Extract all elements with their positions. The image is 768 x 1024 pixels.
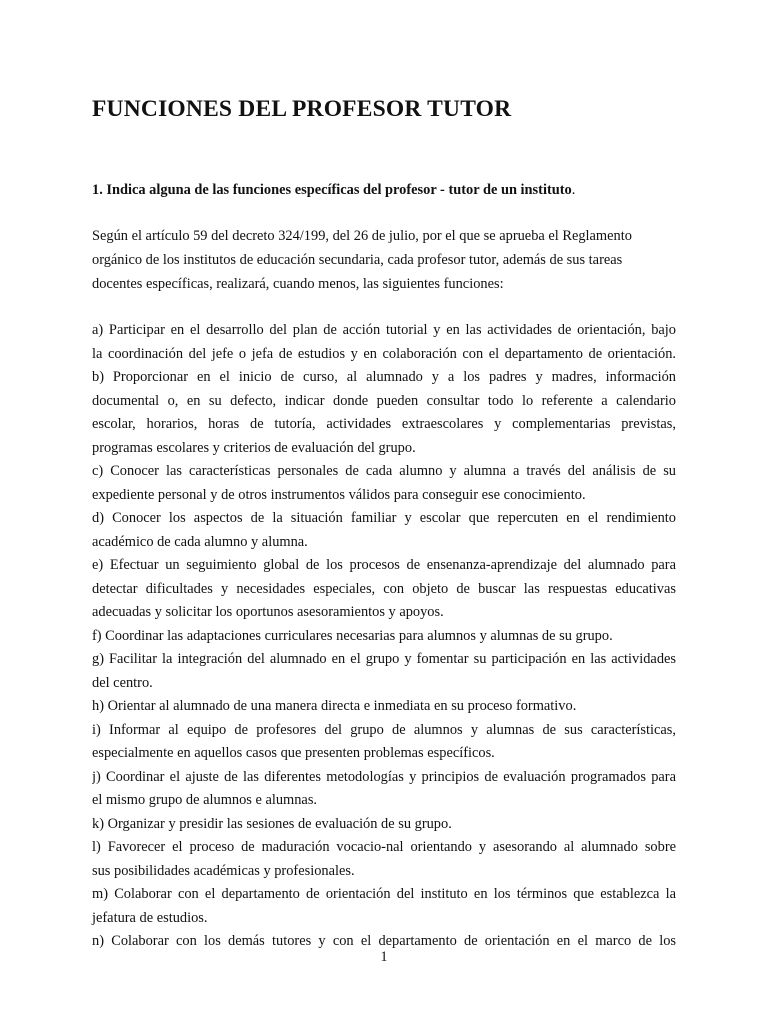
list-item-line: d) Conocer los aspectos de la situación familiar y escolar que repercuten en el rendimiento	[92, 510, 676, 526]
list-item-line: g) Facilitar la integración del alumnado en el grupo y fomentar su participación en las actividades	[92, 651, 676, 667]
list-item-line: l) Favorecer el proceso de maduración vocacio-nal orientando y asesorando al alumnado sobre	[92, 839, 676, 855]
list-item-line: m) Colaborar con el departamento de orientación del instituto en los términos que establezca la	[92, 886, 676, 902]
list-item-line: del centro.	[92, 674, 153, 691]
list-item-line: f) Coordinar las adaptaciones curriculares necesarias para alumnos y alumnas de su grupo.	[92, 627, 613, 644]
functions-list	[92, 319, 676, 954]
list-item-line: h) Orientar al alumnado de una manera directa e inmediata en su proceso formativo.	[92, 698, 577, 714]
page-number: 1	[380, 949, 388, 965]
intro-paragraph	[92, 224, 676, 296]
list-item-line: c) Conocer las características personales de cada alumno y alumna a través del análisis de su	[92, 463, 676, 479]
list-item-line: documental o, en su defecto, indicar donde pueden consultar todo lo referente a calendario	[92, 392, 676, 409]
list-item-line: adecuadas y solicitar los oportunos asesoramientos y apoyos.	[92, 604, 444, 620]
question-text: 1. Indica alguna de las funciones específicas del profesor - tutor de un instituto	[92, 182, 572, 198]
list-item-line: el mismo grupo de alumnos e alumnas.	[92, 792, 318, 808]
list-item-line: jefatura de estudios.	[92, 909, 208, 926]
list-item-line: i) Informar al equipo de profesores del grupo de alumnos y alumnas de sus características,	[92, 721, 676, 738]
intro-line: docentes específicas, realizará, cuando menos, las siguientes funciones:	[92, 276, 504, 292]
list-item-line: b) Proporcionar en el inicio de curso, al alumnado y a los padres y madres, información	[92, 369, 676, 385]
list-item-line: especialmente en aquellos casos que presenten problemas específicos.	[92, 745, 495, 761]
list-item-line: académico de cada alumno y alumna.	[92, 533, 308, 550]
question-heading	[92, 176, 692, 204]
list-item-line: escolar, horarios, horas de tutoría, actividades extraescolares y complementarias previstas,	[92, 416, 676, 432]
question-period: .	[571, 182, 576, 198]
intro-line: orgánico de los institutos de educación secundaria, cada profesor tutor, además de sus tareas	[92, 252, 623, 268]
list-item-line: j) Coordinar el ajuste de las diferentes metodologías y principios de evaluación programados para	[92, 768, 676, 785]
list-item-line: k) Organizar y presidir las sesiones de evaluación de su grupo.	[92, 815, 452, 832]
intro-line: Según el artículo 59 del decreto 324/199, del 26 de julio, por el que se aprueba el Reglamento	[92, 228, 632, 244]
document-title: FUNCIONES DEL PROFESOR TUTOR	[92, 96, 512, 122]
list-item-line: expediente personal y de otros instrumentos válidos para conseguir ese conocimiento.	[92, 486, 586, 503]
list-item-line: n) Colaborar con los demás tutores y con el departamento de orientación en el marco de los	[92, 933, 676, 949]
list-item-line: detectar dificultades y necesidades especiales, con objeto de buscar las respuestas educativas	[92, 580, 676, 597]
list-item-line: e) Efectuar un seguimiento global de los procesos de ensenanza-aprendizaje del alumnado para	[92, 557, 676, 573]
list-item-line: la coordinación del jefe o jefa de estudios y en colaboración con el departamento de orientación.	[92, 345, 676, 362]
list-item-line: programas escolares y criterios de evaluación del grupo.	[92, 439, 416, 456]
list-item-line: sus posibilidades académicas y profesionales.	[92, 862, 355, 879]
list-item-line: a) Participar en el desarrollo del plan de acción tutorial y en las actividades de orientación, bajo	[92, 322, 676, 338]
